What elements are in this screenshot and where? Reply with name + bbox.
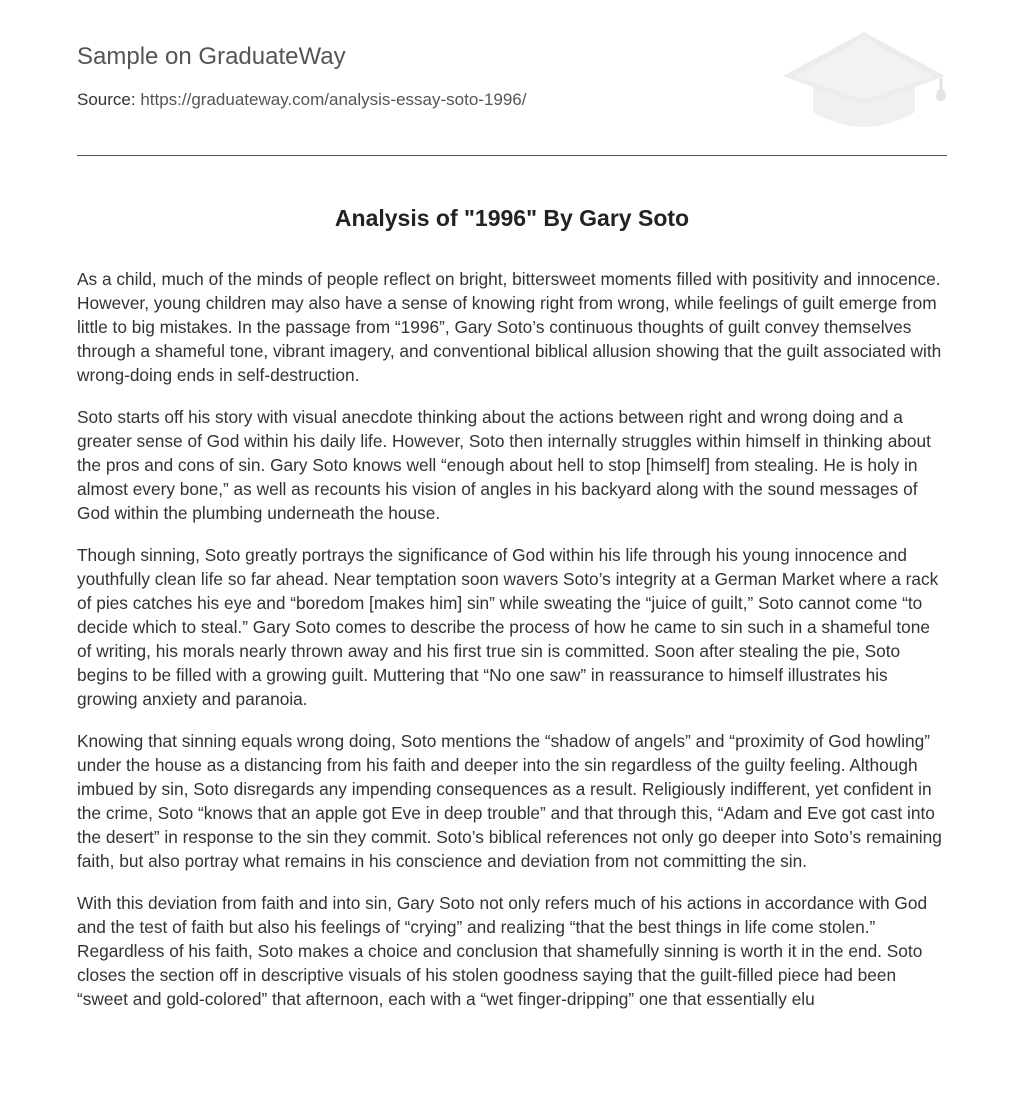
essay-paragraph: Knowing that sinning equals wrong doing, Soto mentions the “shadow of angels” and “proximity of God howling” under the house as a distancing from his faith and deeper into the sin regardless of the guilty feeling. Although imbued by sin, Soto disregards any impending consequences as a result. Religiously indifferent, yet confident in the crime, Soto “knows that an apple got Eve in deep trouble” and that through this, “Adam and Eve got cast into the desert” in response to the sin they commit. Soto’s biblical references not only go deeper into Soto’s remaining faith, but also portray what remains in his conscience and deviation from not committing the sin.	[77, 731, 942, 871]
graduation-cap-icon	[781, 30, 947, 134]
essay-paragraph: Soto starts off his story with visual anecdote thinking about the actions between right and wrong doing and a greater sense of God within his daily life. However, Soto then internally struggles within himself in thinking about the pros and cons of sin. Gary Soto knows well “enough about hell to stop [himself] from stealing. He is holy in almost every bone,” as well as recounts his vision of angles in his backyard along with the sound messages of God within the plumbing underneath the house.	[77, 407, 931, 523]
essay-paragraph: As a child, much of the minds of people reflect on bright, bittersweet moments filled with positivity and innocence. However, young children may also have a sense of knowing right from wrong, while feelings of guilt emerge from little to big mistakes. In the passage from “1996”, Gary Soto’s continuous thoughts of guilt convey themselves through a shameful tone, vibrant imagery, and conventional biblical allusion showing that the guilt associated with wrong-doing ends in self-destruction.	[77, 269, 942, 385]
header-divider	[77, 155, 947, 156]
essay-paragraph: Though sinning, Soto greatly portrays the significance of God within his life through his young innocence and youthfully clean life so far ahead. Near temptation soon wavers Soto’s integrity at a German Market where a rack of pies catches his eye and “boredom [makes him] sin” while sweating the “juice of guilt,” Soto cannot come “to decide which to steal.” Gary Soto comes to describe the process of how he came to sin such in a shameful tone of writing, his morals nearly thrown away and his first true sin is committed. Soon after stealing the pie, Soto begins to be filled with a growing guilt. Muttering that “No one saw” in reassurance to himself illustrates his growing anxiety and paranoia.	[77, 545, 939, 709]
source-label: Source:	[77, 90, 136, 109]
essay-paragraph: With this deviation from faith and into sin, Gary Soto not only refers much of his actions in accordance with God and the test of faith but also his feelings of “crying” and realizing “that the best things in life come stolen.” Regardless of his faith, Soto makes a choice and conclusion that shamefully sinning is worth it in the end. Soto closes the section off in descriptive visuals of his stolen goodness saying that the guilt-filled piece had been “sweet and gold-colored” that afternoon, each with a “wet finger-dripping” one that essentially elu	[77, 893, 928, 1009]
essay-body	[77, 267, 947, 1037]
site-title: Sample on GraduateWay	[77, 43, 346, 70]
essay-title: Analysis of "1996" By Gary Soto	[334, 205, 690, 231]
source-line	[77, 90, 526, 110]
source-link[interactable]: https://graduateway.com/analysis-essay-soto-1996/	[140, 90, 527, 109]
